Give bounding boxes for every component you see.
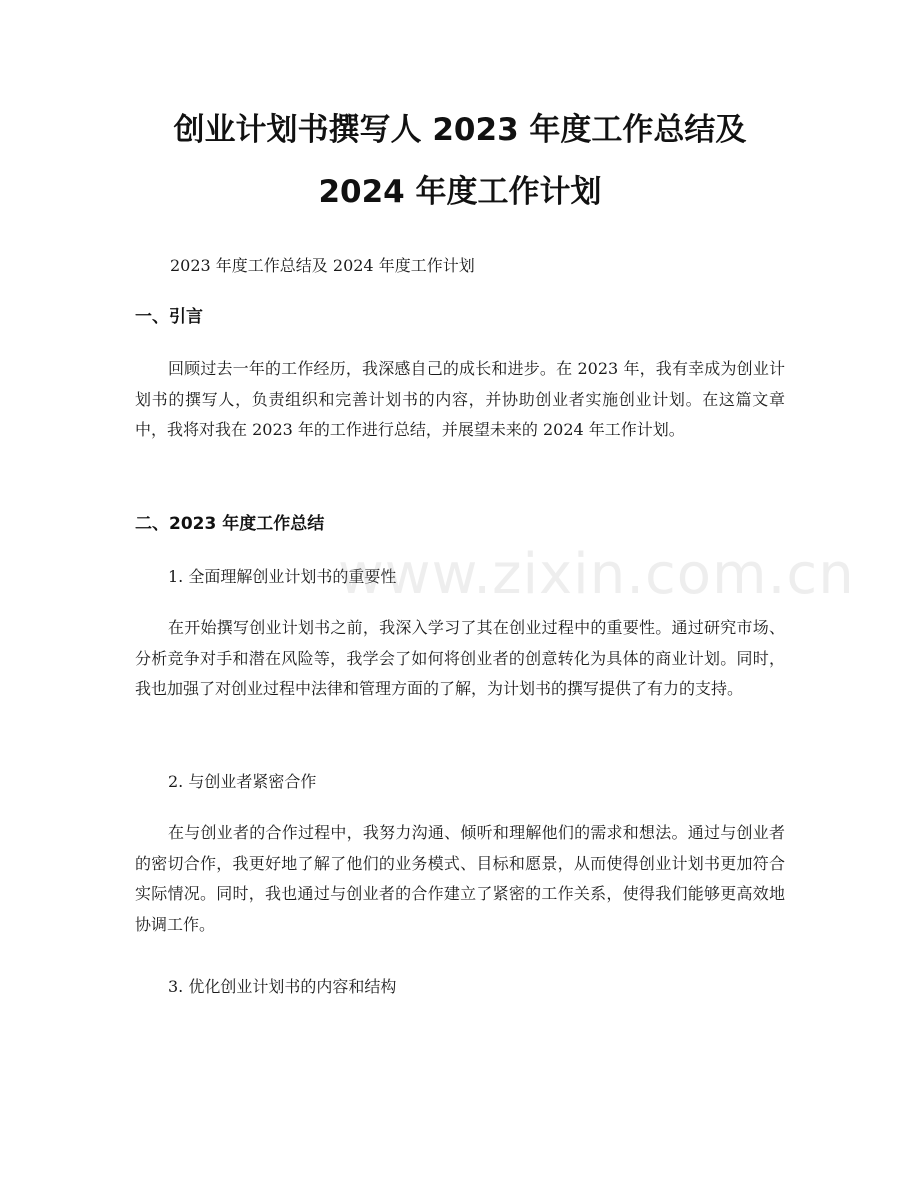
section-heading-summary: 二、2023 年度工作总结 bbox=[135, 514, 325, 534]
document-title-line-2: 2024 年度工作计划 bbox=[318, 174, 602, 210]
summary-item-3-title: 3. 优化创业计划书的内容和结构 bbox=[168, 977, 397, 996]
document-title-line-1: 创业计划书撰写人 2023 年度工作总结及 bbox=[173, 112, 747, 148]
watermark: www.zixin.com.cn bbox=[338, 542, 855, 607]
summary-item-1-paragraph: 在开始撰写创业计划书之前，我深入学习了其在创业过程中的重要性。通过研究市场、分析竞争对手和潜在风险等，我学会了如何将创业者的创意转化为具体的商业计划。同时，我也加强了对创业过程中法律和管理方面的了解，为计划书的撰写提供了有力的支持。 bbox=[135, 618, 785, 698]
summary-item-2-paragraph: 在与创业者的合作过程中，我努力沟通、倾听和理解他们的需求和想法。通过与创业者的密切合作，我更好地了解了他们的业务模式、目标和愿景，从而使得创业计划书更加符合实际情况。同时，我也通过与创业者的合作建立了紧密的工作关系，使得我们能够更高效地协调工作。 bbox=[135, 823, 785, 934]
summary-item-1-title: 1. 全面理解创业计划书的重要性 bbox=[168, 567, 397, 586]
section-heading-intro: 一、引言 bbox=[135, 307, 203, 327]
intro-paragraph: 回顾过去一年的工作经历，我深感自己的成长和进步。在 2023 年，我有幸成为创业计划书的撰写人，负责组织和完善计划书的内容，并协助创业者实施创业计划。在这篇文章中，我将对我在 2023 年的工作进行总结，并展望未来的 2024 年工作计划。 bbox=[135, 359, 785, 439]
document-subtitle: 2023 年度工作总结及 2024 年度工作计划 bbox=[170, 256, 475, 275]
summary-item-2-title: 2. 与创业者紧密合作 bbox=[168, 772, 317, 791]
